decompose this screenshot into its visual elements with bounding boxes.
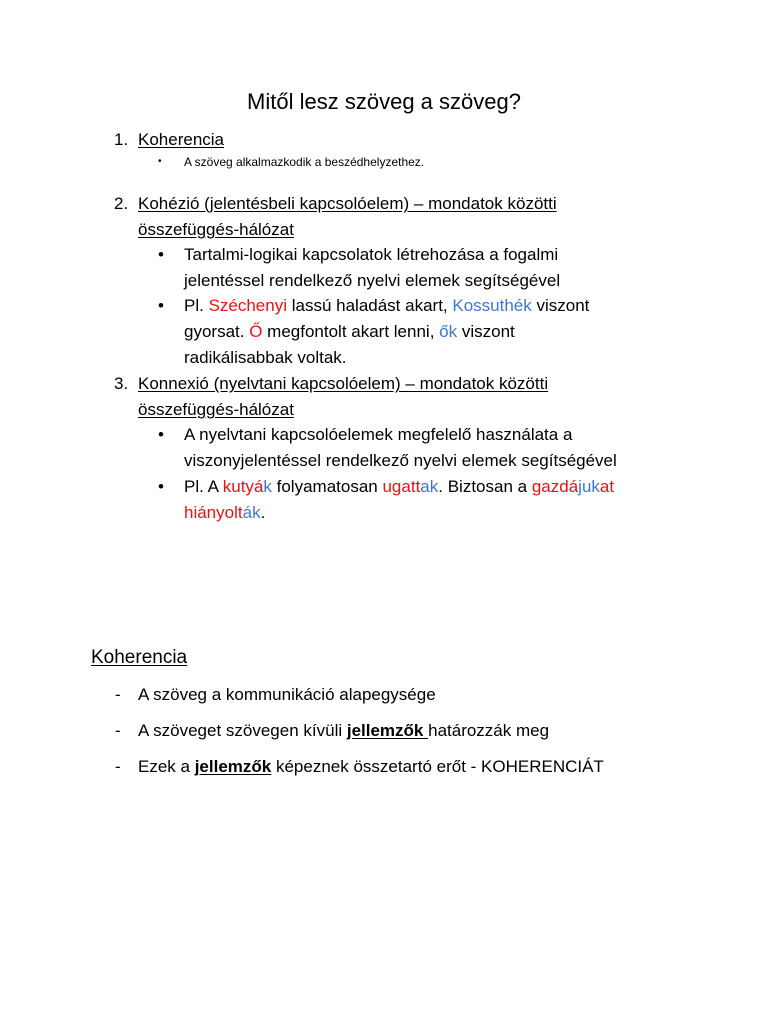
text-run: gyorsat.	[184, 322, 250, 341]
text-run: radikálisabbak voltak.	[184, 348, 347, 367]
list-heading: Koherencia	[138, 130, 225, 149]
page-title: Mitől lesz szöveg a szöveg?	[247, 89, 521, 114]
highlight-red: á	[568, 477, 579, 496]
text-run: folyamatosan	[271, 477, 383, 496]
dash-marker: -	[115, 757, 121, 776]
highlight-red: t	[415, 477, 421, 496]
highlight-red: á	[253, 477, 264, 496]
highlight-red: hiányol	[184, 503, 238, 522]
bullet-line: jelentéssel rendelkező nyelvi elemek segítségével	[184, 271, 561, 290]
highlight-red: at	[599, 477, 615, 496]
list-number: 1.	[114, 130, 129, 149]
dash-marker: -	[115, 721, 121, 740]
highlight-blue: ak	[420, 477, 439, 496]
highlight-blue: juk	[578, 477, 600, 496]
text-run: . Biztosan a	[438, 477, 532, 496]
list-number: 3.	[114, 374, 129, 393]
text-run: Pl. A	[184, 477, 223, 496]
highlight-red: gazd	[531, 477, 569, 496]
bullet-text: A szöveg alkalmazkodik a beszédhelyzethez.	[184, 155, 425, 169]
highlight-blue: k	[263, 477, 272, 496]
highlight-red: ugat	[382, 477, 416, 496]
highlight-red: kuty	[222, 477, 254, 496]
bold-underlined-term: jellemzők	[194, 757, 272, 776]
heading-line: összefüggés-hálózat	[138, 400, 294, 419]
section-heading: Koherencia	[91, 647, 188, 668]
bullet-marker: •	[158, 477, 164, 496]
text-run: A szöveget szövegen kívüli	[138, 721, 347, 740]
bullet-marker: •	[158, 245, 164, 264]
list-heading	[138, 371, 638, 423]
dash-text	[138, 755, 604, 779]
bullet-text	[184, 293, 674, 371]
dash-marker: -	[115, 685, 121, 704]
bullet-marker: •	[158, 296, 164, 315]
text-run: .	[260, 503, 266, 522]
dash-text: A szöveg a kommunikáció alapegysége	[138, 685, 436, 704]
heading-line: összefüggés-hálózat	[138, 220, 294, 239]
bullet-line: viszonyjelentéssel rendelkező nyelvi elemek segítségével	[184, 451, 617, 470]
bullet-text	[184, 474, 684, 526]
highlight-red: t	[237, 503, 243, 522]
highlight-red: Széchenyi	[208, 296, 287, 315]
text-run: határozzák meg	[428, 721, 550, 740]
bold-underlined-term: jellemzők	[346, 721, 429, 740]
highlight-red: Ő	[249, 322, 263, 341]
highlight-blue: ák	[242, 503, 261, 522]
list-heading	[138, 191, 638, 243]
text-run: lassú haladást akart,	[287, 296, 453, 315]
highlight-blue: Kossuthék	[452, 296, 532, 315]
bullet-line: Tartalmi-logikai kapcsolatok létrehozása a fogalmi	[184, 245, 559, 264]
list-number: 2.	[114, 194, 129, 213]
bullet-marker: •	[158, 425, 164, 444]
heading-line: Kohézió (jelentésbeli kapcsolóelem) – mondatok közötti	[138, 194, 557, 213]
dash-text	[138, 719, 549, 743]
highlight-blue: ők	[439, 322, 458, 341]
heading-line: Konnexió (nyelvtani kapcsolóelem) – mondatok közötti	[138, 374, 549, 393]
text-run: megfontolt akart lenni,	[262, 322, 440, 341]
text-run: Ezek a	[138, 757, 195, 776]
text-run: képeznek összetartó erőt - KOHERENCIÁT	[271, 757, 604, 776]
bullet-text	[184, 422, 684, 474]
text-run: viszont	[531, 296, 590, 315]
text-run: Pl.	[184, 296, 209, 315]
bullet-marker: •	[158, 156, 162, 167]
bullet-line: A nyelvtani kapcsolóelemek megfelelő használata a	[184, 425, 573, 444]
bullet-text	[184, 242, 674, 294]
text-run: viszont	[457, 322, 515, 341]
